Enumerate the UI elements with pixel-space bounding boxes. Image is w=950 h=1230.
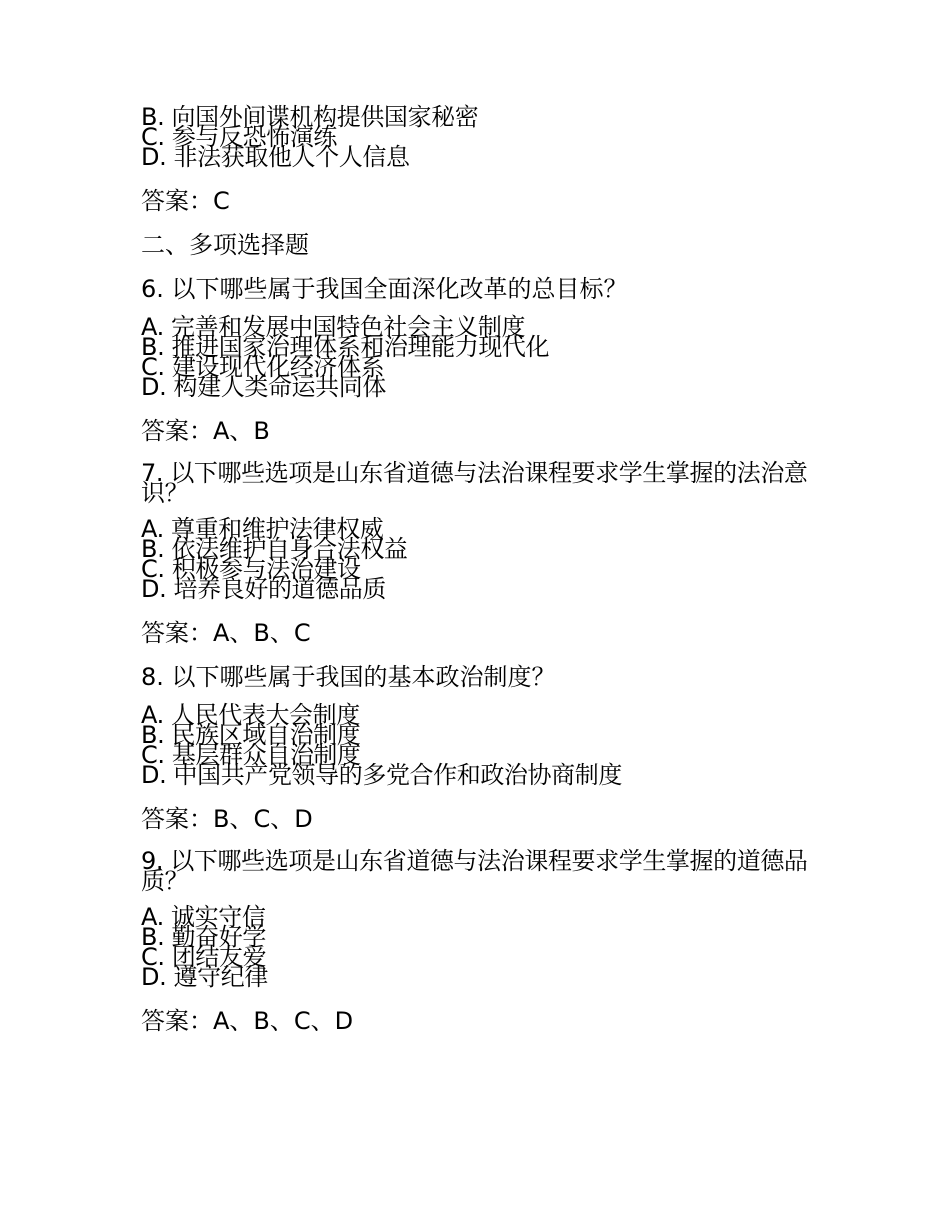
question-8 [141,665,821,831]
option: B. 民族区域自治制度 [141,721,361,749]
option: C. 团结友爱 [141,943,267,971]
question-9 [141,847,821,1035]
option: B. 向国外间谍机构提供国家秘密 [141,103,479,131]
option: B. 勤奋好学 [141,923,266,951]
option: B. 推进国家治理体系和治理能力现代化 [141,333,550,361]
option: C. 建设现代化经济体系 [141,353,385,381]
option: B. 依法维护自身合法权益 [141,535,408,563]
prev-question-options [141,103,821,171]
section-title: 二、多项选择题 [141,231,309,259]
option: D. 非法获取他人个人信息 [141,143,410,171]
option: C. 基层群众自治制度 [141,741,361,769]
option: D. 培养良好的道德品质 [141,575,386,603]
option: D. 构建人类命运共同体 [141,373,386,401]
question-6 [141,277,821,443]
answer: 答案：C [141,187,230,215]
option: D. 遵守纪律 [141,963,268,991]
option: C. 积极参与法治建设 [141,555,361,583]
question-text: 6. 以下哪些属于我国全面深化改革的总目标？ [141,275,628,303]
option: A. 尊重和维护法律权威 [141,515,384,543]
option: D. 中国共产党领导的多党合作和政治协商制度 [141,761,622,789]
answer: 答案：A、B、C、D [141,1007,354,1035]
document-page [141,103,821,1035]
question-7 [141,459,821,647]
answer: 答案：B、C、D [141,805,313,833]
answer: 答案：A、B、C [141,619,311,647]
answer: 答案：A、B [141,417,270,445]
option: A. 诚实守信 [141,903,266,931]
question-text: 8. 以下哪些属于我国的基本政治制度？ [141,663,556,691]
option: A. 人民代表大会制度 [141,701,360,729]
question-text: 9. 以下哪些选项是山东省道德与法治课程要求学生掌握的道德品质？ [141,847,808,895]
option: C. 参与反恐怖演练 [141,123,338,151]
question-text: 7. 以下哪些选项是山东省道德与法治课程要求学生掌握的法治意识？ [141,459,808,507]
option: A. 完善和发展中国特色社会主义制度 [141,313,526,341]
